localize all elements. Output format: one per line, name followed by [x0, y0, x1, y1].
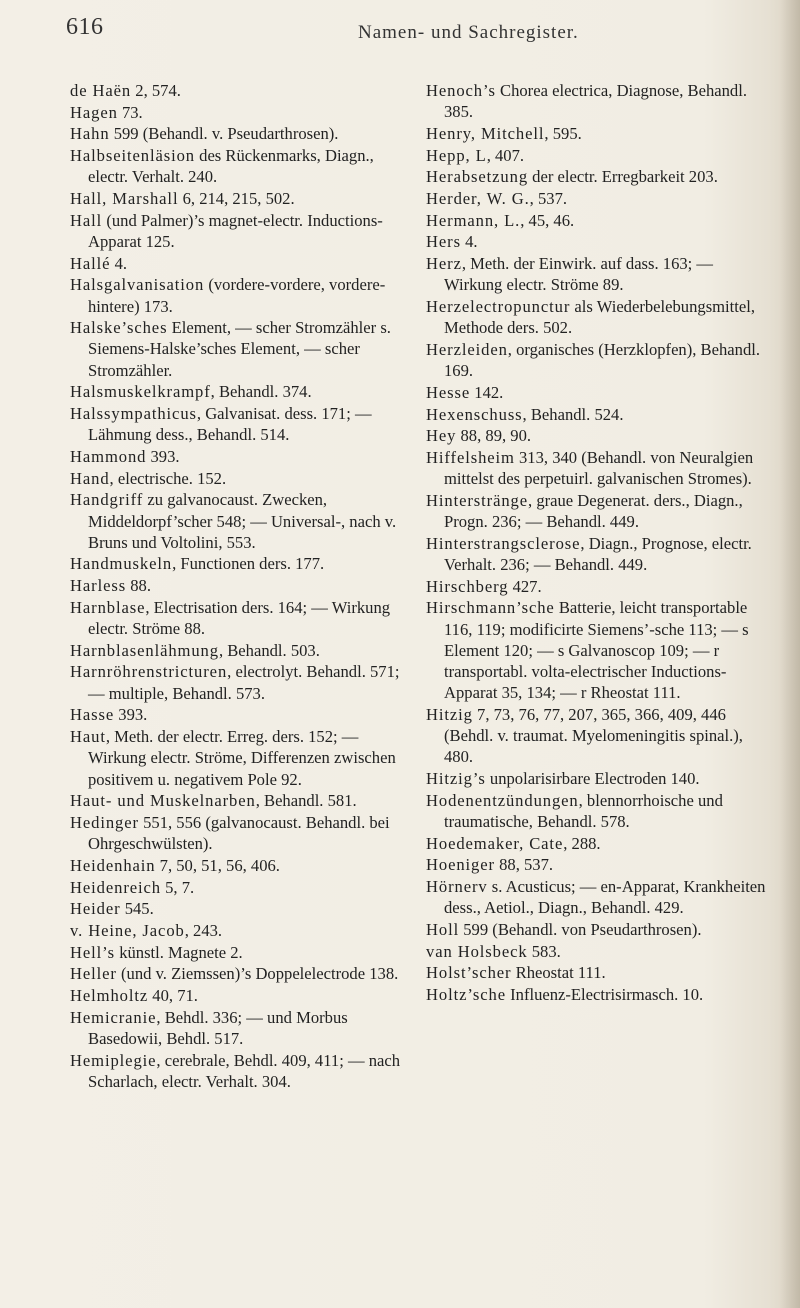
- index-entry-references: , Behandl. 374.: [210, 382, 312, 402]
- index-entry-term: Heider: [70, 899, 121, 919]
- index-entry: [70, 489, 408, 553]
- index-entry-references: , electrische. 152.: [109, 468, 227, 488]
- index-entry: [70, 188, 408, 209]
- index-entry-references: des Rückenmarks, Diagn., electr. Verhalt. 240.: [88, 146, 374, 187]
- index-entry: [70, 898, 408, 919]
- index-entry: [426, 425, 770, 446]
- index-entry-references: (und v. Ziemssen)’s Doppelelectrode 138.: [116, 964, 399, 984]
- index-entry: [70, 985, 408, 1006]
- index-entry: [426, 597, 770, 703]
- index-entry-term: Halssympathicus: [70, 404, 197, 424]
- index-entry: [426, 490, 770, 532]
- index-entry-term: Heidenreich: [70, 877, 161, 897]
- index-column-right: [426, 80, 770, 1006]
- index-entry-term: Helmholtz: [70, 986, 149, 1006]
- index-entry: [426, 145, 770, 166]
- index-entry-references: , 537.: [529, 189, 568, 209]
- index-entry-references: , Meth. der Einwirk. auf dass. 163; — Wirkung electr. Ströme 89.: [444, 254, 714, 295]
- index-entry: [426, 962, 770, 983]
- index-entry-references: , 288.: [563, 833, 601, 853]
- index-entry: [70, 381, 408, 402]
- index-entry-references: zu galvanocaust. Zwecken, Middeldorpf’scher 548; — Universal-, nach v. Bruns und Voltolini, 553.: [88, 490, 397, 552]
- index-entry: [70, 640, 408, 661]
- index-entry: [70, 1050, 408, 1092]
- index-entry-term: Hell’s: [70, 942, 116, 962]
- index-entry-term: Henry, Mitchell: [426, 123, 545, 143]
- index-entry-references: Batterie, leicht transportable 116, 119; modificirte Siemens’-sche 113; — s Element 120; — s Galvanoscop 109; — r transportabl. volta-electrischer Inductions-Apparat 35, 134; — r Rheostat 111.: [444, 598, 749, 703]
- index-entry-references: 5, 7.: [160, 877, 195, 897]
- index-entry-term: Hemicranie: [70, 1007, 157, 1027]
- index-entry: [70, 726, 408, 790]
- index-entry-term: Heller: [70, 964, 117, 984]
- index-entry: [70, 253, 408, 274]
- index-entry-references: 427.: [508, 576, 542, 596]
- index-entry-references: , blennorrhoische und traumatische, Behandl. 578.: [444, 790, 723, 831]
- index-entry-references: 551, 556 (galvanocaust. Behandl. bei Ohrgeschwülsten).: [88, 812, 390, 854]
- index-entry: [426, 80, 770, 122]
- index-entry: [70, 855, 408, 876]
- index-entry-references: 88, 537.: [494, 855, 554, 875]
- index-entry-term: Holtz’sche: [426, 985, 506, 1005]
- index-entry-term: Hirschmann’sche: [426, 598, 555, 618]
- index-entry-term: Hitzig: [426, 704, 473, 724]
- index-entry-term: Haut: [70, 727, 106, 747]
- index-entry-references: s. Acusticus; — en-Apparat, Krankheiten dess., Aetiol., Diagn., Behandl. 429.: [444, 877, 766, 918]
- index-entry: [426, 210, 770, 231]
- index-entry: [70, 942, 408, 963]
- index-entry-term: Hall, Marshall: [70, 189, 179, 209]
- index-entry-term: Hasse: [70, 705, 115, 725]
- index-entry-references: künstl. Magnete 2.: [115, 942, 243, 962]
- index-entry: [426, 447, 770, 489]
- index-entry-term: Hers: [426, 232, 461, 252]
- index-entry-term: Halbseitenläsion: [70, 146, 195, 166]
- index-entry-references: , Diagn., Prognose, electr. Verhalt. 236; — Behandl. 449.: [444, 533, 752, 574]
- index-entry-references: 4.: [460, 232, 478, 252]
- index-entry: [70, 123, 408, 144]
- index-entry-term: Halsgalvanisation: [70, 275, 205, 295]
- index-entry: [426, 833, 770, 854]
- index-entry: [70, 790, 408, 811]
- index-entry-term: Henoch’s: [426, 81, 496, 100]
- index-entry-term: Hall: [70, 210, 103, 230]
- index-entry-references: Element, — scher Stromzähler s. Siemens-Halske’sches Element, — scher Stromzähler.: [88, 318, 391, 380]
- index-entry-references: 393.: [146, 446, 180, 466]
- index-entry: [426, 876, 770, 918]
- index-entry-references: 88.: [126, 576, 151, 596]
- index-entry: [426, 704, 770, 768]
- index-entry-term: Holl: [426, 919, 460, 939]
- index-entry: [70, 102, 408, 123]
- index-entry-term: Handgriff: [70, 490, 144, 510]
- index-entry-references: als Wiederbelebungsmittel, Methode ders. 502.: [444, 297, 756, 338]
- index-entry-references: , organisches (Herzklopfen), Behandl. 169.: [444, 339, 761, 381]
- index-entry-term: Hoedemaker, Cate: [426, 833, 564, 853]
- index-entry-references: 583.: [527, 941, 561, 961]
- index-entry-term: Hirschberg: [426, 576, 509, 596]
- index-entry-term: Holst’scher: [426, 963, 512, 983]
- index-entry-term: Herzelectropunctur: [426, 297, 571, 317]
- index-entry: [70, 812, 408, 854]
- index-entry-references: , 407.: [486, 145, 525, 165]
- index-entry-references: 73.: [117, 102, 143, 122]
- index-entry-references: , 243.: [184, 920, 223, 940]
- index-entry: [426, 919, 770, 940]
- index-entry-term: Hermann, L.: [426, 210, 521, 230]
- index-entry-references: 313, 340 (Behandl. von Neuralgien mittelst des perpetuirl. galvanischen Stromes).: [444, 447, 754, 489]
- page-number: 616: [66, 14, 104, 40]
- index-entry-term: Hahn: [70, 124, 110, 144]
- index-entry-references: (und Palmer)’s magnet-electr. Inductions-Apparat 125.: [88, 210, 383, 251]
- page-edge-shadow: [780, 0, 800, 1308]
- index-entry: [70, 963, 408, 984]
- index-entry: [426, 984, 770, 1005]
- index-entry-references: 4.: [110, 253, 128, 273]
- index-entry: [426, 231, 770, 252]
- index-entry-references: , Behandl. 524.: [522, 404, 624, 424]
- index-entry-references: , 595.: [544, 123, 582, 143]
- index-entry-term: Hesse: [426, 382, 471, 402]
- index-entry-term: de Haën: [70, 81, 132, 100]
- index-entry-term: Hepp, L: [426, 145, 487, 165]
- index-entry: [70, 1007, 408, 1049]
- index-entry-term: Halske’sches: [70, 318, 168, 338]
- index-entry: [70, 80, 408, 101]
- index-entry-term: Harnblasenlähmung: [70, 640, 219, 660]
- index-entry-references: Rheostat 111.: [511, 963, 606, 983]
- index-entry-references: 599 (Behandl. v. Pseudarthrosen).: [109, 124, 339, 144]
- index-entry-references: (vordere-vordere, vordere-hintere) 173.: [88, 275, 386, 316]
- index-entry: [426, 768, 770, 789]
- index-entry-references: 40, 71.: [148, 986, 198, 1006]
- index-entry-term: Herzleiden: [426, 339, 508, 359]
- index-entry-references: der electr. Erregbarkeit 203.: [528, 167, 718, 187]
- index-entry-term: Hallé: [70, 253, 111, 273]
- index-entry: [70, 704, 408, 725]
- index-entry: [70, 145, 408, 187]
- index-entry: [70, 317, 408, 381]
- index-entry-references: 6, 214, 215, 502.: [178, 189, 295, 209]
- index-entry-references: , electrolyt. Behandl. 571; — multiple, Behandl. 573.: [88, 662, 400, 703]
- index-entry-term: Hitzig’s: [426, 769, 486, 788]
- index-entry-term: Hodenentzündungen: [426, 790, 579, 810]
- index-entry: [426, 188, 770, 209]
- index-entry: [70, 403, 408, 445]
- index-entry-term: Heidenhain: [70, 855, 156, 875]
- index-entry: [70, 575, 408, 596]
- index-entry: [426, 404, 770, 425]
- index-entry: [70, 553, 408, 574]
- index-entry-references: , Behandl. 503.: [218, 640, 320, 660]
- index-entry-term: Hinterstrangsclerose: [426, 533, 581, 553]
- index-entry: [70, 468, 408, 489]
- index-entry-term: Harnblase: [70, 597, 146, 617]
- index-entry-references: , Electrisation ders. 164; — Wirkung electr. Ströme 88.: [88, 597, 391, 639]
- index-entry-term: Herder, W. G.: [426, 189, 530, 209]
- index-entry-term: Hagen: [70, 102, 118, 122]
- index-entry: [426, 576, 770, 597]
- index-entry-references: 7, 50, 51, 56, 406.: [155, 855, 280, 875]
- index-entry-references: 393.: [114, 705, 148, 725]
- index-entry-references: unpolarisirbare Electroden 140.: [485, 769, 700, 788]
- index-entry-references: , Galvanisat. dess. 171; — Lähmung dess., Behandl. 514.: [88, 404, 372, 445]
- index-entry: [426, 533, 770, 575]
- index-entry-term: Herz: [426, 254, 462, 274]
- index-entry-references: Influenz-Electrisirmasch. 10.: [505, 985, 704, 1005]
- index-entry-references: , 45, 46.: [520, 210, 575, 230]
- index-entry-term: Hammond: [70, 446, 147, 466]
- index-entry: [426, 339, 770, 381]
- index-entry-references: 88, 89, 90.: [456, 426, 532, 446]
- index-entry: [70, 274, 408, 316]
- index-entry: [426, 296, 770, 338]
- index-entry-term: Harnröhrenstricturen: [70, 662, 228, 682]
- index-entry-term: Harless: [70, 576, 127, 596]
- index-entry: [70, 597, 408, 639]
- index-entry-term: Hiffelsheim: [426, 447, 515, 467]
- index-entry-references: Chorea electrica, Diagnose, Behandl. 385.: [444, 81, 747, 122]
- index-entry-term: Handmuskeln: [70, 554, 173, 574]
- index-entry: [70, 661, 408, 703]
- index-entry: [426, 123, 770, 144]
- index-entry-term: Hedinger: [70, 812, 139, 832]
- index-entry-references: 2, 574.: [131, 81, 181, 100]
- index-column-left: [70, 80, 408, 1093]
- index-entry: [426, 790, 770, 832]
- index-entry: [70, 877, 408, 898]
- index-entry-term: Hey: [426, 426, 457, 446]
- index-entry-references: , Behandl. 581.: [255, 791, 357, 811]
- index-entry: [426, 382, 770, 403]
- index-entry-term: van Holsbeck: [426, 941, 528, 961]
- index-entry-term: Hexenschuss: [426, 404, 523, 424]
- index-entry: [70, 920, 408, 941]
- index-entry: [70, 210, 408, 252]
- index-entry-references: , cerebrale, Behdl. 409, 411; — nach Scharlach, electr. Verhalt. 304.: [88, 1050, 401, 1091]
- index-entry-term: Haut- und Muskelnarben: [70, 791, 256, 811]
- running-head: Namen- und Sachregister.: [358, 22, 579, 43]
- index-entry-references: 545.: [120, 899, 154, 919]
- index-entry-references: , Behdl. 336; — und Morbus Basedowii, Behdl. 517.: [88, 1007, 348, 1048]
- index-entry-term: Hinterstränge: [426, 490, 529, 510]
- index-entry-term: Hörnerv: [426, 877, 488, 897]
- index-entry-term: Hand: [70, 468, 110, 488]
- index-entry-term: v. Heine, Jacob: [70, 920, 185, 940]
- index-entry-term: Hoeniger: [426, 855, 495, 875]
- index-entry-references: , graue Degenerat. ders., Diagn., Progn. 236; — Behandl. 449.: [444, 490, 743, 532]
- index-entry-references: , Functionen ders. 177.: [172, 554, 325, 574]
- index-entry: [426, 253, 770, 295]
- index-entry-references: 142.: [470, 382, 504, 402]
- index-entry-references: 7, 73, 76, 77, 207, 365, 366, 409, 446 (Behdl. v. traumat. Myelomeningitis spinal.), 480.: [444, 704, 743, 767]
- index-entry-term: Herabsetzung: [426, 167, 529, 187]
- index-entry: [426, 854, 770, 875]
- index-entry-term: Hemiplegie: [70, 1050, 157, 1070]
- index-entry-references: , Meth. der electr. Erreg. ders. 152; — Wirkung electr. Ströme, Differenzen zwischen positivem u. negativem Pole 92.: [88, 727, 396, 789]
- index-entry-references: 599 (Behandl. von Pseudarthrosen).: [459, 919, 702, 939]
- index-entry: [426, 941, 770, 962]
- index-entry: [426, 166, 770, 187]
- index-entry: [70, 446, 408, 467]
- index-entry-term: Halsmuskelkrampf: [70, 382, 211, 402]
